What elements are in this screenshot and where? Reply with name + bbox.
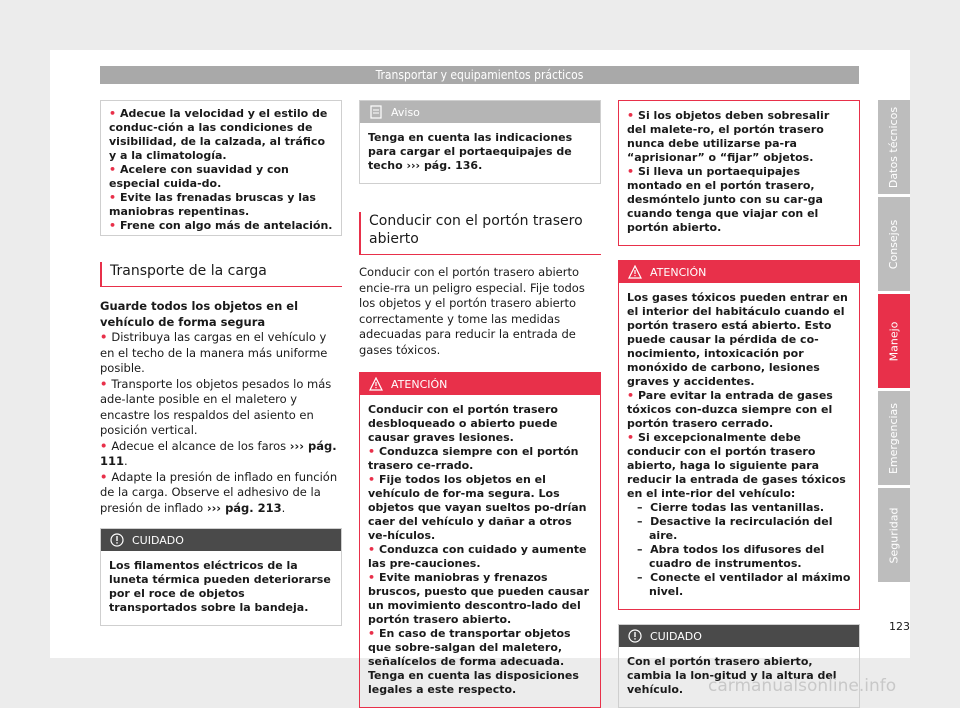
section-title: Conducir con el portón trasero abierto	[359, 212, 601, 255]
atencion-box	[618, 260, 860, 610]
note-icon	[369, 105, 383, 119]
page-ref-link[interactable]: ››› pág. 136	[406, 159, 479, 172]
atencion-header: ATENCIÓN	[360, 373, 600, 395]
list-item: • Frene con algo más de antelación.	[109, 219, 333, 232]
tab-emergencias[interactable]: Emergencias	[878, 391, 910, 485]
list-item: • En caso de transportar objetos que sobre-salgan del maletero, señalícelos de forma adecuada. Tenga en cuenta las disposiciones legales a este respecto.	[368, 627, 579, 696]
list-item: • Si excepcionalmente debe conducir con el portón trasero abierto, haga lo siguiente para reducir la entrada de gases tóxicos en el inte-rior del vehículo:	[627, 431, 846, 500]
column-left	[100, 100, 342, 626]
atencion-box	[359, 372, 601, 708]
list-item: • Conduzca con cuidado y aumente las pre-cauciones.	[368, 543, 587, 570]
warning-triangle-icon	[628, 265, 642, 279]
cuidado-text: Los filamentos eléctricos de la luneta térmica pueden deteriorarse por el roce de objetos transportados sobre la bandeja.	[109, 559, 331, 614]
list-item: • Pare evitar la entrada de gases tóxicos con-duzca siempre con el portón trasero cerrado.	[627, 389, 833, 430]
atencion-body	[619, 283, 859, 609]
atencion-body	[360, 395, 600, 707]
paragraph: Conducir con el portón trasero abierto encie-rra un peligro especial. Fije todos los objetos y el portón trasero abierto correctamente y tome las medidas adecuadas para reducir la entrada de gases tóxicos.	[359, 265, 585, 357]
info-circle-icon	[628, 629, 642, 643]
list-item: • Distribuya las cargas en el vehículo y en el techo de la manera más uniforme posible.	[100, 330, 328, 375]
column-right	[618, 100, 860, 708]
tab-manejo[interactable]: Manejo	[878, 294, 910, 388]
atencion-header: ATENCIÓN	[619, 261, 859, 283]
list-item: • Evite maniobras y frenazos bruscos, puesto que pueden causar un movimiento descontro-lado del portón trasero abierto.	[368, 571, 589, 626]
list-item: • Acelere con suavidad y con especial cuida-do.	[109, 163, 289, 190]
page-number: 123	[889, 620, 910, 633]
section-title: Transporte de la carga	[100, 262, 342, 287]
continued-atencion-box	[618, 100, 860, 246]
dash-item: – Cierre todas las ventanillas.	[637, 501, 825, 514]
dash-item: – Desactive la recirculación del aire.	[637, 515, 833, 542]
atencion-intro: Conducir con el portón trasero desbloqueado o abierto puede causar graves lesiones.	[368, 403, 558, 444]
page-ref-link[interactable]: ››› pág. 213	[206, 500, 282, 515]
tab-datos-tecnicos[interactable]: Datos técnicos	[878, 100, 910, 194]
list-item: • Si los objetos deben sobresalir del malete-ro, el portón trasero nunca debe utilizarse pa-ra “aprisionar” o “fijar” objetos.	[627, 109, 830, 164]
list-item: • Evite las frenadas bruscas y las maniobras repentinas.	[109, 191, 316, 218]
tab-consejos[interactable]: Consejos	[878, 197, 910, 291]
dash-item: – Abra todos los difusores del cuadro de instrumentos.	[637, 543, 825, 570]
list-item: • Conduzca siempre con el portón trasero ce-rrado.	[368, 445, 579, 472]
list-item: • Fije todos los objetos en el vehículo de for-ma segura. Los objetos que vayan sueltos po-drían caer del vehículo y dañar a otros ve-hículos.	[368, 473, 587, 542]
list-item: • Transporte los objetos pesados lo más ade-lante posible en el maletero y encastre los respaldos del asiento en posición vertical.	[100, 376, 332, 437]
dash-item: – Conecte el ventilador al máximo nivel.	[637, 571, 851, 598]
cuidado-text: Con el portón trasero abierto, cambia la lon-gitud y la altura del vehículo.	[627, 655, 837, 696]
tab-seguridad[interactable]: Seguridad	[878, 488, 910, 582]
info-circle-icon	[110, 533, 124, 547]
atencion-intro: Los gases tóxicos pueden entrar en el interior del habitáculo cuando el portón trasero está abierto. Esto puede causar la pérdida de co-nocimiento, intoxicación por monóxido de carbono, lesiones graves y accidentes.	[627, 291, 848, 388]
cuidado-header: CUIDADO	[101, 529, 341, 551]
aviso-box	[359, 100, 601, 184]
list-item: • Adecue la velocidad y el estilo de conduc-ción a las condiciones de visibilidad, de la calzada, al tráfico y a la climatología.	[109, 107, 328, 162]
cuidado-header: CUIDADO	[619, 625, 859, 647]
aviso-header: Aviso	[360, 101, 600, 123]
continued-box	[100, 100, 342, 236]
warning-triangle-icon	[369, 377, 383, 391]
page-header: Transportar y equipamientos prácticos	[100, 66, 859, 84]
aviso-text: Tenga en cuenta las indicaciones para cargar el portaequipajes de techo ››› pág. 136.	[368, 131, 573, 172]
cuidado-box	[100, 528, 342, 626]
subheading: Guarde todos los objetos en el vehículo de forma segura	[100, 299, 299, 329]
column-middle	[359, 100, 601, 708]
list-item: • Adecue el alcance de los faros ››› pág. 111.	[100, 438, 337, 468]
watermark: carmanualsonline.info	[708, 676, 897, 696]
list-item: • Si lleva un portaequipajes montado en el portón trasero, desmóntelo junto con su car-ga cuando tenga que viajar con el portón abierto.	[627, 165, 823, 234]
page-ref-link[interactable]: ››› pág. 111	[100, 438, 337, 468]
list-item: • Adapte la presión de inflado en función de la carga. Observe el adhesivo de la presión de inflado ››› pág. 213.	[100, 469, 338, 515]
